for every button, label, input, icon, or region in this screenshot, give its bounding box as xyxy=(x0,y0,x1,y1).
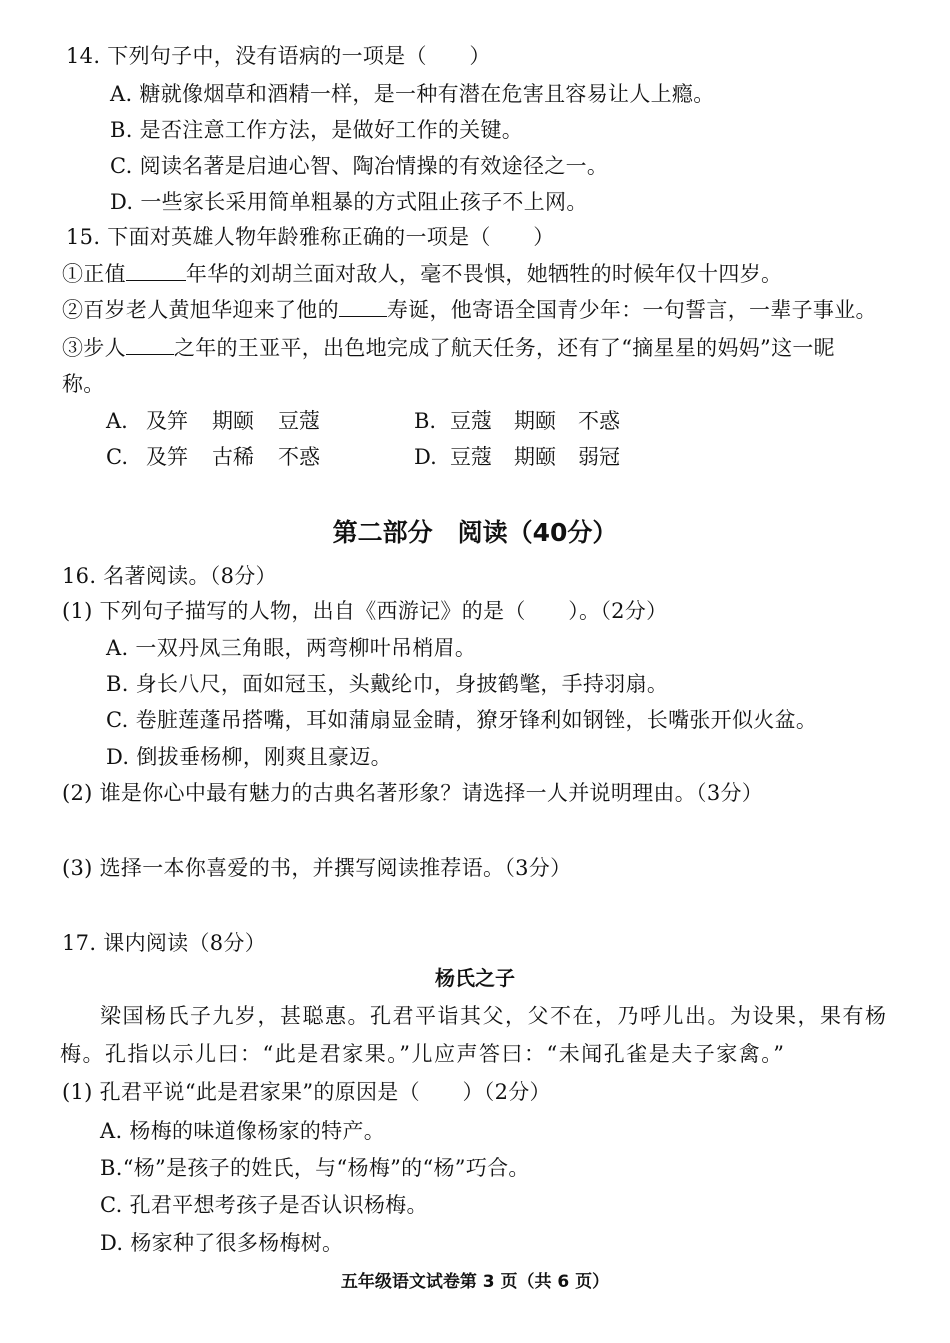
q15-sentence-3 xyxy=(62,334,835,362)
page-footer: 五年级语文试卷第 3 页（共 6 页） xyxy=(340,1272,610,1292)
q14-option-d: D. 一些家长采用简单粗暴的方式阻止孩子不上网。 xyxy=(110,190,588,214)
q15-s2-before: ②百岁老人黄旭华迎来了他的 xyxy=(62,298,339,322)
q14-option-b: B. 是否注意工作方法，是做好工作的关键。 xyxy=(110,118,524,142)
q16-option-b: B. 身长八尺，面如冠玉，头戴纶巾，身披鹤氅，手持羽扇。 xyxy=(106,672,669,696)
q16-sub3: (3) 选择一本你喜爱的书，并撰写阅读推荐语。（3分） xyxy=(62,856,572,880)
q17-option-c: C. 孔君平想考孩子是否认识杨梅。 xyxy=(100,1193,428,1217)
passage-line-2: 梅。孔指以示儿曰：“此是君家果。”儿应声答曰：“未闻孔雀是夫子家禽。” xyxy=(60,1042,786,1066)
q15-s1-after: 年华的刘胡兰面对敌人，毫不畏惧，她牺牲的时候年仅十四岁。 xyxy=(185,262,783,286)
passage-title: 杨氏之子 xyxy=(435,966,515,990)
q17-option-d: D. 杨家种了很多杨梅树。 xyxy=(100,1231,344,1255)
q14-option-c: C. 阅读名著是启迪心智、陶冶情操的有效途径之一。 xyxy=(110,154,609,178)
q17-stem: 17. 课内阅读（8分） xyxy=(62,931,267,955)
q15-sentence-1 xyxy=(62,260,782,288)
q15-s2-after: 寿诞，他寄语全国青少年：一句誓言，一辈子事业。 xyxy=(386,298,877,322)
q15-s3-after: 之年的王亚平，出色地完成了航天任务，还有了“摘星星的妈妈”这一昵 xyxy=(173,336,835,360)
q16-sub1: (1) 下列句子描写的人物，出自《西游记》的是（ ）。（2分） xyxy=(62,599,668,623)
q17-sub1: (1) 孔君平说“此是君家果”的原因是（ ）（2分） xyxy=(62,1080,551,1104)
q15-s1-before: ①正值 xyxy=(62,262,126,286)
q15-blank-2 xyxy=(339,296,387,317)
q15-option-a: A. 及笄 期颐 豆蔻 xyxy=(106,409,320,433)
passage-line-1: 梁国杨氏子九岁，甚聪惠。孔君平诣其父，父不在，乃呼儿出。为设果，果有杨 xyxy=(100,1004,888,1028)
q17-option-b: B.“杨”是孩子的姓氏，与“杨梅”的“杨”巧合。 xyxy=(100,1156,530,1180)
q16-stem: 16. 名著阅读。（8分） xyxy=(62,564,277,588)
q16-option-a: A. 一双丹凤三角眼，两弯柳叶吊梢眉。 xyxy=(106,636,477,660)
q16-option-c: C. 卷脏莲蓬吊搭嘴，耳如蒲扇显金睛，獠牙锋利如钢锉，长嘴张开似火盆。 xyxy=(106,708,818,732)
q14-option-a: A. 糖就像烟草和酒精一样，是一种有潜在危害且容易让人上瘾。 xyxy=(110,82,715,106)
q16-option-d: D. 倒拔垂杨柳，刚爽且豪迈。 xyxy=(106,745,392,769)
q15-option-c: C. 及笄 古稀 不惑 xyxy=(106,445,320,469)
q15-stem: 15. 下面对英雄人物年龄雅称正确的一项是（ ） xyxy=(66,225,555,249)
q15-blank-1 xyxy=(126,260,186,281)
q17-option-a: A. 杨梅的味道像杨家的特产。 xyxy=(100,1119,386,1143)
q15-option-d: D. 豆蔻 期颐 弱冠 xyxy=(414,445,620,469)
part2-heading: 第二部分 阅读（40分） xyxy=(332,518,618,547)
q15-sentence-3-cont: 称。 xyxy=(62,372,105,396)
q15-option-b: B. 豆蔻 期颐 不惑 xyxy=(414,409,620,433)
q15-sentence-2 xyxy=(62,296,877,324)
q14-stem: 14. 下列句子中，没有语病的一项是（ ） xyxy=(66,44,491,68)
q16-sub2: (2) 谁是你心中最有魅力的古典名著形象？请选择一人并说明理由。（3分） xyxy=(62,781,764,805)
q15-s3-before: ③步人 xyxy=(62,336,126,360)
q15-blank-3 xyxy=(126,334,174,355)
